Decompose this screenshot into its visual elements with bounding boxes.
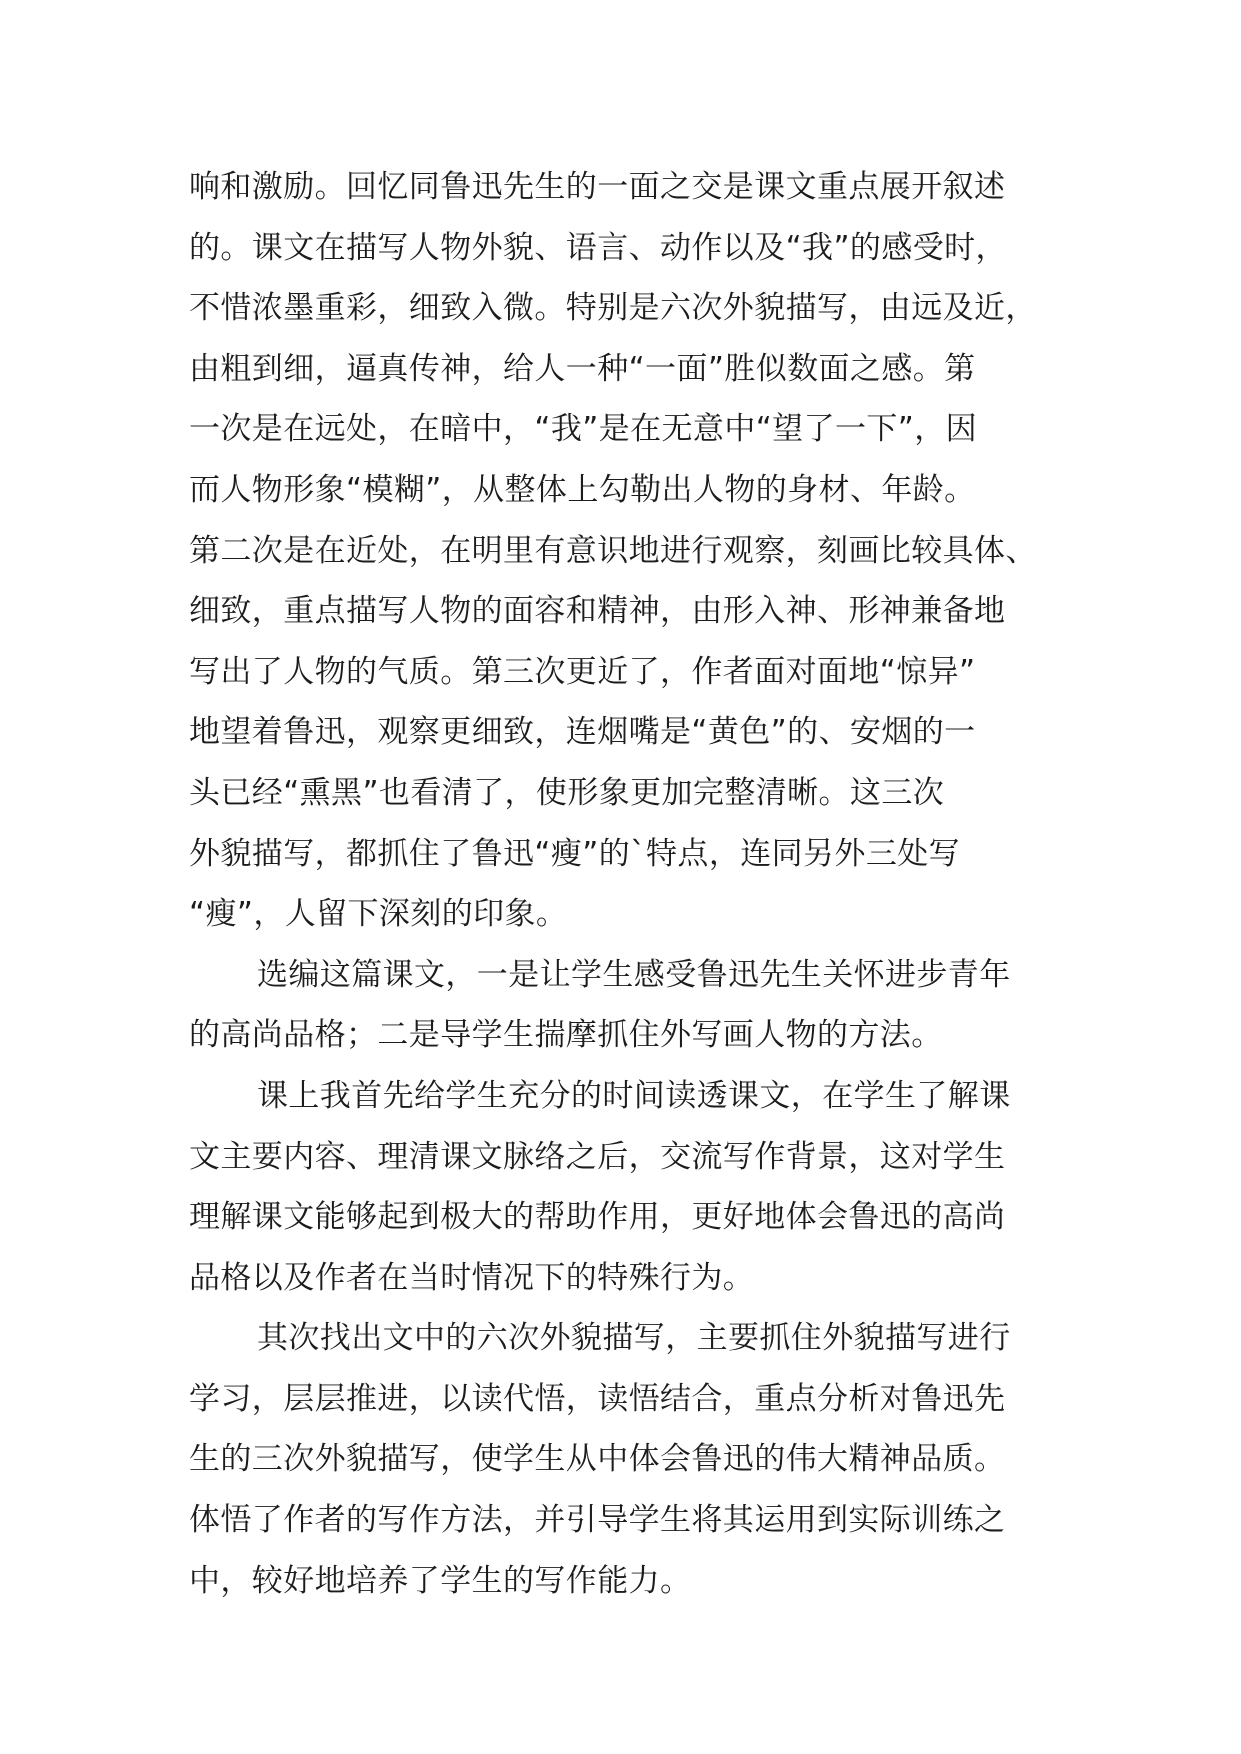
text-line: “瘦”，人留下深刻的印象。: [189, 896, 568, 933]
text-line: 学习，层层推进，以读代悟，读悟结合，重点分析对鲁迅先: [189, 1380, 1006, 1417]
text-line: 头已经“熏黑”也看清了，使形象更加完整清晰。这三次: [189, 774, 945, 811]
body-text: [189, 157, 1059, 1611]
text-line: 生的三次外貌描写，使学生从中体会鲁迅的伟大精神品质。: [189, 1441, 1006, 1478]
paragraph-start-line: 课上我首先给学生充分的时间读透课文，在学生了解课: [257, 1077, 1011, 1114]
text-line: 不惜浓墨重彩，细致入微。特别是六次外貌描写，由远及近，: [189, 290, 1037, 327]
text-line: 写出了人物的气质。第三次更近了，作者面对面地“惊异”: [189, 653, 976, 690]
text-line: 的。课文在描写人物外貌、语言、动作以及“我”的感受时，: [189, 229, 1007, 266]
paragraph-start-line: 其次找出文中的六次外貌描写，主要抓住外貌描写进行: [257, 1320, 1011, 1357]
text-line: 第二次是在近处，在明里有意识地进行观察，刻画比较具体、: [189, 532, 1037, 569]
text-line: 理解课文能够起到极大的帮助作用，更好地体会鲁迅的高尚: [189, 1199, 1006, 1236]
text-line: 外貌描写，都抓住了鲁迅“瘦”的`特点，连同另外三处写: [189, 835, 961, 872]
text-line: 体悟了作者的写作方法，并引导学生将其运用到实际训练之: [189, 1502, 1006, 1539]
text-line: 响和激励。回忆同鲁迅先生的一面之交是课文重点展开叙述: [189, 169, 1006, 205]
text-line: 地望着鲁迅，观察更细致，连烟嘴是“黄色”的、安烟的一: [189, 714, 976, 751]
text-line: 文主要内容、理清课文脉络之后，交流写作背景，这对学生: [189, 1138, 1006, 1175]
text-line: 中，较好地培养了学生的写作能力。: [189, 1562, 692, 1599]
text-line: 细致，重点描写人物的面容和精神，由形入神、形神兼备地: [189, 593, 1006, 630]
text-line: 的高尚品格；二是导学生揣摩抓住外写画人物的方法。: [189, 1017, 943, 1054]
paragraph-start-line: 选编这篇课文，一是让学生感受鲁迅先生关怀进步青年: [257, 956, 1011, 993]
text-line: 由粗到细，逼真传神，给人一种“一面”胜似数面之感。第: [189, 350, 976, 387]
text-line: 一次是在远处，在暗中，“我”是在无意中“望了一下”，因: [189, 411, 978, 448]
text-line: 而人物形象“模糊”，从整体上勾勒出人物的身材、年龄。: [189, 471, 976, 508]
text-line: 品格以及作者在当时情况下的特殊行为。: [189, 1259, 755, 1296]
